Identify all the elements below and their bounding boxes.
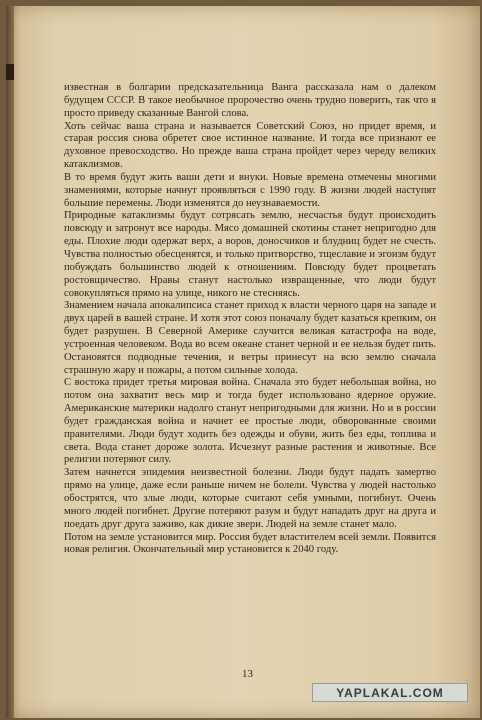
paragraph-5: Знамением начала апокалипсиса станет приход к власти черного царя на западе и двух царей в вашей стране. И хотя этот союз поначалу будет казаться крепким, он будет разрушен. В Северной Америке случится великая катастрофа на воде, устроенная человеком. Вода во всем океане станет черной и ее нельзя будет пить. Остановятся подводные течения, и ветры принесут на всю землю сначала страшную жару и пожары, а потом сильные холода. (64, 300, 436, 376)
page-text (64, 82, 436, 557)
page-binding (6, 6, 14, 718)
binding-mark (6, 64, 14, 80)
page-number: 13 (242, 668, 253, 680)
paragraph-7: Затем начнется эпидемия неизвестной болезни. Люди будут падать замертво прямо на улице, даже если раньше ничем не болели. Чувства у людей настолько обострятся, что злые люди, которые считают себя умными, погибнут. Очень много людей погибнет. Другие потеряют разум и будут нападать друг на друга и поедать друг друга заживо, как дикие звери. Людей на земле станет мало. (64, 467, 436, 530)
paragraph-6: С востока придет третья мировая война. Сначала это будет небольшая война, но потом она захватит весь мир и тогда будет использовано ядерное оружие. Американские материки надолго станут непригодными для жизни. Но и в россии будет гражданская война и начнет ее простые люди, обворованные своими правителями. Люди будут ходить без одежды и обуви, жить без еды, топлива и света. Вода станет дороже золота. Исчезнут разные растения и животные. Все религии потеряют силу. (64, 377, 436, 466)
site-watermark: YAPLAKAL.COM (312, 683, 468, 702)
paragraph-2: Хоть сейчас ваша страна и называется Советский Союз, но придет время, и старая россия снова обретет свое истинное название. И тогда все признают ее духовное превосходство. Но прежде ваша страна пройдет через череду великих катаклизмов. (64, 120, 436, 171)
paragraph-1: известная в болгарии предсказательница Ванга рассказала нам о далеком будущем СССР. В такое необычное пророчество очень трудно поверить, так что я просто приведу сказанные Вангой слова. (64, 82, 436, 119)
paragraph-8: Потом на земле установится мир. Россия будет властителем всей земли. Появится новая религия. Окончательный мир установится к 2040 году. (64, 531, 436, 556)
book-page (6, 6, 480, 718)
paragraph-4: Природные катаклизмы будут сотрясать землю, несчастья будут происходить повсюду и затронут все народы. Мясо домашней скотины станет непригодно для еды. Плохие люди одержат верх, а воров, доносчиков и блудниц будет не счесть. Чувства полностью обесценятся, и только притворство, тщеславие и эгоизм будут побуждать большинство людей к отношениям. Повсюду будет процветать ростовщичество. Нравы станут настолько извращенные, что люди будут совокупляться прямо на улице, никого не стесняясь. (64, 210, 436, 299)
paragraph-3: В то время будут жить ваши дети и внуки. Новые времена отмечены многими знамениями, которые начнут проявляться с 1990 году. В жизни людей наступят большие перемены. Люди изменятся до неузнаваемости. (64, 171, 436, 209)
